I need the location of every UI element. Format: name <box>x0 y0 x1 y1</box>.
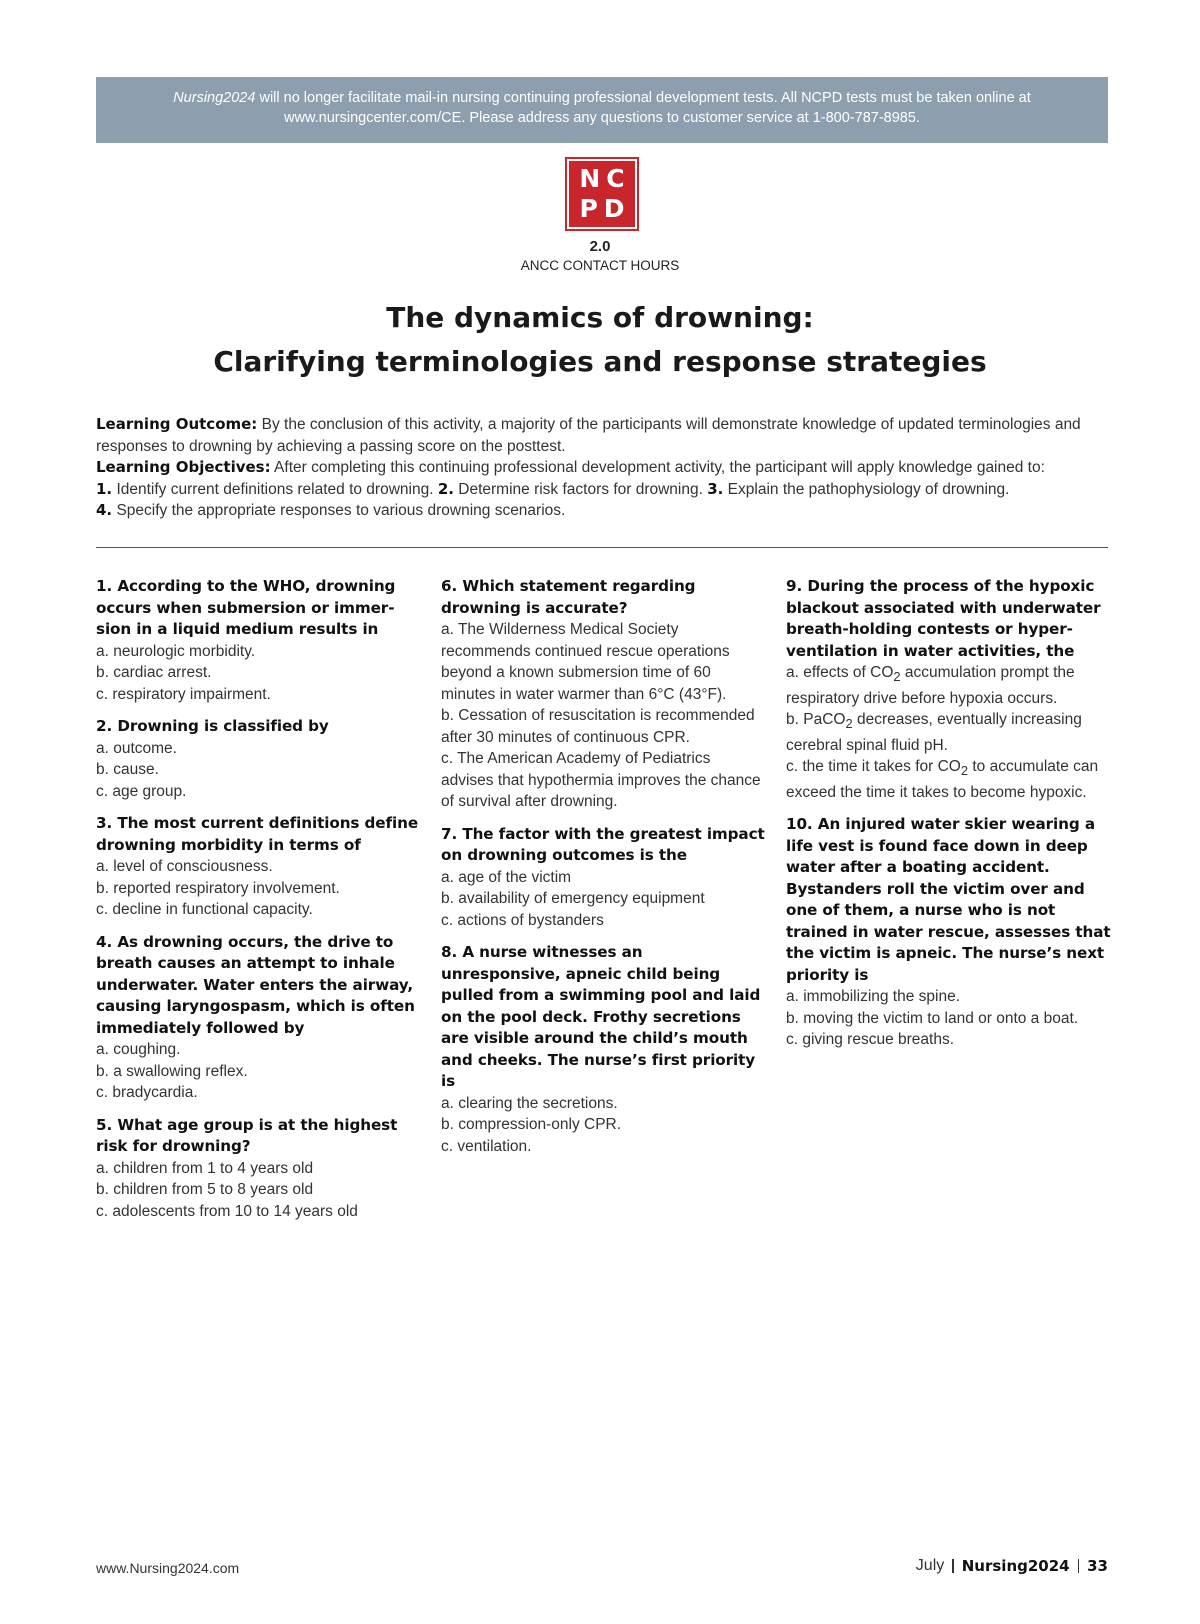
question-text: 3. The most current definitions define drowning morbidity in terms of <box>96 814 419 854</box>
outcome-text: By the conclusion of this activity, a majority of the participants will demonstrate knowledge of updated terminologies and responses to drowning by achieving a passing score on the posttest. <box>96 416 1081 455</box>
objective-text: Explain the pathophysiology of drowning. <box>723 480 1010 498</box>
option-text: a. effects of CO <box>786 664 894 681</box>
option-text: accumulation prompt the respiratory drive before hypoxia occurs. <box>786 664 1075 707</box>
question-text: 9. During the process of the hypoxic blackout associated with underwater breath-holding contests or hyper-ventilation in water activities, the <box>786 577 1101 660</box>
divider <box>96 547 1108 548</box>
objectives-list-2 <box>96 500 1108 522</box>
question-text: 4. As drowning occurs, the drive to breath causes an attempt to inhale underwater. Water enters the airway, causing laryngospasm, which is often immediately followed by <box>96 932 415 1037</box>
objective-num: 3. <box>707 479 724 498</box>
objective-text: Determine risk factors for drowning. <box>453 480 708 498</box>
option-text: to accumulate can exceed the time it takes to become hypoxic. <box>786 758 1099 801</box>
question-9 <box>786 576 1111 803</box>
contact-hours-value: 2.0 <box>589 238 611 255</box>
page-title <box>0 296 1200 384</box>
objectives-list <box>96 479 1108 501</box>
footer-url: www.Nursing2024.com <box>96 1560 240 1576</box>
footer-separator <box>952 1559 954 1573</box>
option-a: a. level of consciousness. <box>96 858 273 875</box>
option-a: a. neurologic morbidity. <box>96 642 256 660</box>
footer-separator <box>1078 1559 1080 1573</box>
title-line-1: The dynamics of drowning: <box>386 301 814 334</box>
question-text: 5. What age group is at the highest risk for drowning? <box>96 1115 398 1155</box>
option-b: b. a swallowing reflex. <box>96 1062 248 1080</box>
learning-outcome <box>96 414 1108 457</box>
option-b: b. Cessation of resuscitation is recommended after 30 minutes of continuous CPR. <box>441 707 755 746</box>
option-c: c. ventilation. <box>441 1137 532 1155</box>
learning-intro <box>96 414 1108 522</box>
option-b: b. cause. <box>96 761 159 778</box>
question-8 <box>441 942 766 1157</box>
option-a: a. coughing. <box>96 1041 181 1058</box>
option-c: c. The American Academy of Pediatrics advises that hypothermia improves the chance of survival after drowning. <box>441 750 761 810</box>
column-3 <box>786 576 1111 1062</box>
objective-num: 1. <box>96 479 113 498</box>
question-text: 7. The factor with the greatest impact on drowning outcomes is the <box>441 824 765 864</box>
footer-folio <box>916 1557 1108 1575</box>
option-b: b. cardiac arrest. <box>96 664 212 681</box>
option-b <box>786 709 1111 756</box>
subscript: 2 <box>960 763 969 779</box>
option-c: c. respiratory impairment. <box>96 685 271 703</box>
learning-objectives <box>96 457 1108 479</box>
subscript: 2 <box>893 669 901 685</box>
contact-hours-label: ANCC CONTACT HOURS <box>520 258 680 273</box>
title-line-2: Clarifying terminologies and response strategies <box>213 345 987 378</box>
option-c <box>786 756 1111 803</box>
option-a <box>786 662 1111 709</box>
option-text: decreases, eventually increasing cerebral spinal fluid pH. <box>786 711 1082 754</box>
option-a: a. children from 1 to 4 years old <box>96 1159 314 1177</box>
banner-line-2: www.nursingcenter.com/CE. Please address any questions to customer service at 1-800-787-8985. <box>284 110 920 126</box>
option-a: a. The Wilderness Medical Society recommends continued rescue operations beyond a known submersion time of 60 minutes in water warmer than 6°C (43°F). <box>441 621 730 703</box>
objective-text: Specify the appropriate responses to various drowning scenarios. <box>112 502 566 519</box>
option-text: c. the time it takes for CO <box>786 758 961 776</box>
logo-row-1: NC <box>579 164 631 193</box>
option-text: b. PaCO <box>786 711 846 729</box>
option-c: c. age group. <box>96 782 187 800</box>
option-b: b. moving the victim to land or onto a boat. <box>786 1009 1079 1027</box>
question-text: 10. An injured water skier wearing a life vest is found face down in deep water after a boating accident. Bystanders roll the victim over and one of them, a nurse who is not trained in water rescue, assesses that the victim is apneic. The nurse’s next priority is <box>786 815 1111 984</box>
banner-brand: Nursing2024 <box>173 90 256 106</box>
question-text: 8. A nurse witnesses an unresponsive, apneic child being pulled from a swimming pool and laid on the pool deck. Frothy secretions are visible around the child’s mouth and cheeks. The nurse’s first priority is <box>441 943 761 1090</box>
objectives-text: After completing this continuing professional development activity, the participant will apply knowledge gained to: <box>270 459 1045 476</box>
question-6 <box>441 576 766 813</box>
question-2 <box>96 716 421 802</box>
objective-num: 2. <box>437 479 454 498</box>
option-a: a. age of the victim <box>441 868 572 886</box>
option-b: b. children from 5 to 8 years old <box>96 1181 314 1198</box>
option-b: b. compression-only CPR. <box>441 1116 622 1133</box>
option-b: b. reported respiratory involvement. <box>96 879 340 897</box>
option-a: a. outcome. <box>96 739 177 757</box>
option-a: a. clearing the secretions. <box>441 1094 618 1112</box>
question-text: 2. Drowning is classified by <box>96 717 329 735</box>
objective-text: Identify current definitions related to drowning. <box>112 480 438 498</box>
option-c: c. bradycardia. <box>96 1084 198 1101</box>
question-text: 6. Which statement regarding drowning is accurate? <box>441 577 696 617</box>
outcome-label: Learning Outcome: <box>96 415 258 433</box>
option-c: c. decline in functional capacity. <box>96 901 313 918</box>
question-4 <box>96 932 421 1104</box>
option-a: a. immobilizing the spine. <box>786 988 961 1006</box>
objectives-label: Learning Objectives: <box>96 458 271 476</box>
notice-banner <box>96 77 1108 143</box>
question-5 <box>96 1115 421 1223</box>
ncpd-logo <box>567 159 637 229</box>
page-number: 33 <box>1087 1557 1108 1575</box>
option-c: c. adolescents from 10 to 14 years old <box>96 1202 358 1220</box>
logo-row-2: PD <box>579 194 631 223</box>
column-1 <box>96 576 421 1233</box>
objective-num: 4. <box>96 501 113 519</box>
footer-brand: Nursing2024 <box>961 1557 1070 1575</box>
question-text: 1. According to the WHO, drowning occurs when submersion or immer-sion in a liquid medium results in <box>96 577 396 638</box>
question-3 <box>96 813 421 921</box>
option-b: b. availability of emergency equipment <box>441 890 705 907</box>
banner-line-1 <box>96 88 1108 108</box>
question-1 <box>96 576 421 705</box>
question-7 <box>441 824 766 932</box>
option-c: c. giving rescue breaths. <box>786 1031 955 1049</box>
footer-month: July <box>915 1557 945 1574</box>
option-c: c. actions of bystanders <box>441 911 604 929</box>
banner-text: will no longer facilitate mail-in nursing continuing professional development tests. All NCPD tests must be taken online at <box>255 90 1031 106</box>
question-10 <box>786 814 1111 1051</box>
column-2 <box>441 576 766 1168</box>
subscript: 2 <box>845 716 853 732</box>
